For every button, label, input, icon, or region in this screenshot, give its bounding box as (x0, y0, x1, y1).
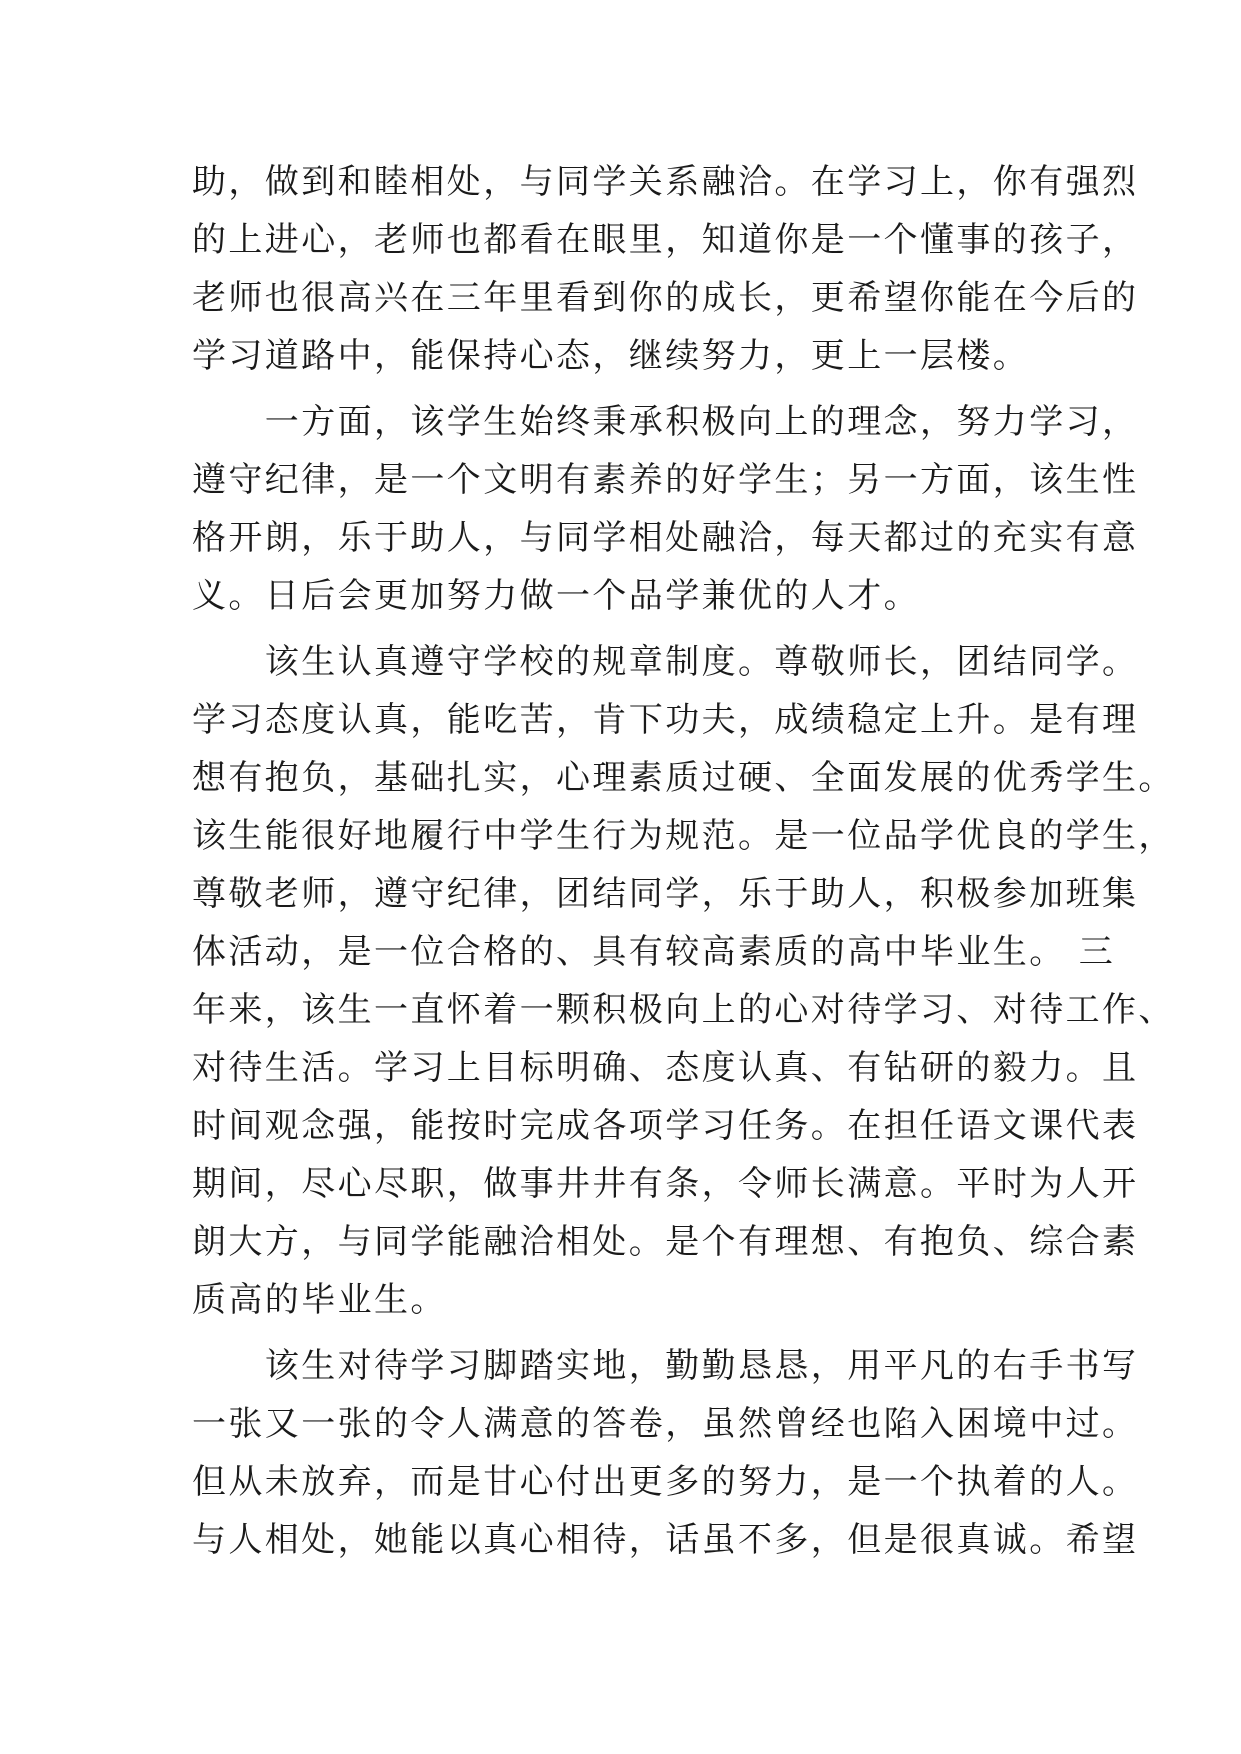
text-line: 体活动，是一位合格的、具有较高素质的高中毕业生。 三 (192, 932, 1116, 972)
text-line: 老师也很高兴在三年里看到你的成长，更希望你能在今后的 (192, 278, 1139, 318)
text-line: 的上进心，老师也都看在眼里，知道你是一个懂事的孩子， (192, 220, 1139, 260)
text-line: 但从未放弃，而是甘心付出更多的努力，是一个执着的人。 (192, 1462, 1139, 1502)
document-body (192, 153, 1175, 1569)
text-line: 质高的毕业生。 (192, 1280, 447, 1320)
text-line: 学习道路中，能保持心态，继续努力，更上一层楼。 (192, 336, 1030, 376)
paragraph-spacer (192, 625, 1062, 633)
text-line: 该生认真遵守学校的规章制度。尊敬师长，团结同学。 (192, 642, 1139, 682)
text-line: 尊敬老师，遵守纪律，团结同学，乐于助人，积极参加班集 (192, 874, 1139, 914)
text-line: 学习态度认真，能吃苦，肯下功夫，成绩稳定上升。是有理 (192, 700, 1139, 740)
text-line: 朗大方，与同学能融洽相处。是个有理想、有抱负、综合素 (192, 1222, 1139, 1262)
paragraph-spacer (192, 385, 1062, 393)
text-line: 对待生活。学习上目标明确、态度认真、有钻研的毅力。且 (192, 1048, 1139, 1088)
text-line: 该生能很好地履行中学生行为规范。是一位品学优良的学生， (192, 816, 1175, 856)
text-line: 助，做到和睦相处，与同学关系融洽。在学习上，你有强烈 (192, 162, 1139, 202)
text-line: 一张又一张的令人满意的答卷，虽然曾经也陷入困境中过。 (192, 1404, 1139, 1444)
text-line: 遵守纪律，是一个文明有素养的好学生；另一方面，该生性 (192, 460, 1139, 500)
text-line: 该生对待学习脚踏实地，勤勤恳恳，用平凡的右手书写 (192, 1346, 1139, 1386)
text-line: 期间，尽心尽职，做事井井有条，令师长满意。平时为人开 (192, 1164, 1139, 1204)
text-line: 义。日后会更加努力做一个品学兼优的人才。 (192, 576, 920, 616)
text-line: 时间观念强，能按时完成各项学习任务。在担任语文课代表 (192, 1106, 1139, 1146)
paragraph-4 (192, 1337, 1139, 1569)
paragraph-spacer (192, 1329, 1062, 1337)
text-line: 想有抱负，基础扎实，心理素质过硬、全面发展的优秀学生。 (192, 758, 1175, 798)
text-line: 与人相处，她能以真心相待，话虽不多，但是很真诚。希望 (192, 1520, 1139, 1560)
text-line: 格开朗，乐于助人，与同学相处融洽，每天都过的充实有意 (192, 518, 1139, 558)
text-line: 一方面，该学生始终秉承积极向上的理念，努力学习， (192, 402, 1139, 442)
paragraph-3 (192, 633, 1175, 1329)
paragraph-2 (192, 393, 1139, 625)
paragraph-1 (192, 153, 1139, 385)
text-line: 年来，该生一直怀着一颗积极向上的心对待学习、对待工作、 (192, 990, 1175, 1030)
